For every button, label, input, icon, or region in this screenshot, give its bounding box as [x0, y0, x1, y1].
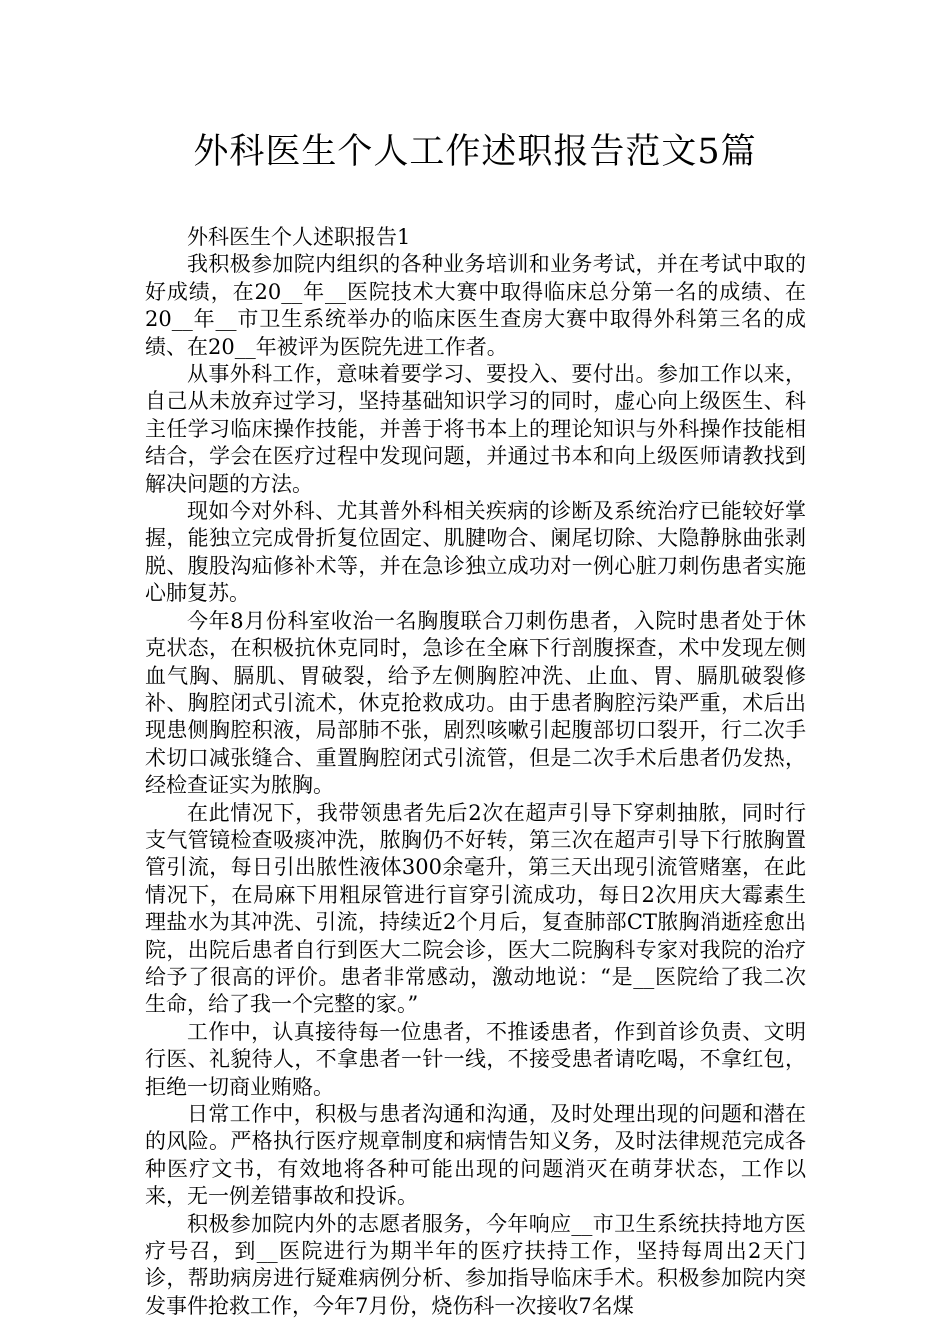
- paragraph-3: 现如今对外科、尤其普外科相关疾病的诊断及系统治疗已能较好掌握，能独立完成骨折复位固定、肌腱吻合、阑尾切除、大隐静脉曲张剥脱、腹股沟疝修补术等，并在急诊独立成功对一例心脏刀刺伤患者实施心肺复苏。: [145, 499, 806, 606]
- paragraph-4: 今年8月份科室收治一名胸腹联合刀刺伤患者，入院时患者处于休克状态，在积极抗休克同时，急诊在全麻下行剖腹探查，术中发现左侧血气胸、膈肌、胃破裂，给予左侧胸腔冲洗、止血、胃、膈肌破裂修补、胸腔闭式引流术，休克抢救成功。由于患者胸腔污染严重，术后出现患侧胸腔积液，局部肺不张，剧烈咳嗽引起腹部切口裂开，行二次手术切口减张缝合、重置胸腔闭式引流管，但是二次手术后患者仍发热，经检查证实为脓胸。: [145, 608, 806, 798]
- paragraph-5: 在此情况下，我带领患者先后2次在超声引导下穿刺抽脓，同时行支气管镜检查吸痰冲洗，脓胸仍不好转，第三次在超声引导下行脓胸置管引流，每日引出脓性液体300余毫升，第三天出现引流管赌塞，在此情况下，在局麻下用粗尿管进行盲穿引流成功，每日2次用庆大霉素生理盐水为其冲洗、引流，持续近2个月后，复查肺部CT脓胸消逝痊愈出院，出院后患者自行到医大二院会诊，医大二院胸科专家对我院的治疗给予了很高的评价。患者非常感动，激动地说：“是__医院给了我二次生命，给了我一个完整的家。”: [145, 800, 806, 1017]
- document-body: [145, 224, 806, 1320]
- paragraph-6: 工作中，认真接待每一位患者，不推诿患者，作到首诊负责、文明行医、礼貌待人，不拿患者一针一线，不接受患者请吃喝，不拿红包，拒绝一切商业贿赂。: [145, 1019, 806, 1099]
- paragraph-2: 从事外科工作，意味着要学习、要投入、要付出。参加工作以来，自己从未放弃过学习，坚持基础知识学习的同时，虚心向上级医生、科主任学习临床操作技能，并善于将书本上的理论知识与外科操作技能相结合，学会在医疗过程中发现问题，并通过书本和向上级医师请教找到解决问题的方法。: [145, 362, 806, 496]
- document-title: 外科医生个人工作述职报告范文5篇: [193, 132, 757, 172]
- paragraph-7: 日常工作中，积极与患者沟通和沟通，及时处理出现的问题和潜在的风险。严格执行医疗规章制度和病情告知义务，及时法律规范完成各种医疗文书，有效地将各种可能出现的问题消灭在萌芽状态，工作以来，无一例差错事故和投诉。: [145, 1102, 806, 1209]
- section-heading: 外科医生个人述职报告1: [187, 225, 411, 249]
- paragraph-1: 我积极参加院内组织的各种业务培训和业务考试，并在考试中取的好成绩，在20__年__医院技术大赛中取得临床总分第一名的成绩、在20__年__市卫生系统举办的临床医生查房大赛中取得外科第三名的成绩、在20__年被评为医院先进工作者。: [145, 252, 806, 359]
- paragraph-8: 积极参加院内外的志愿者服务，今年响应__市卫生系统扶持地方医疗号召，到__医院进行为期半年的医疗扶持工作，坚持每周出2天门诊，帮助病房进行疑难病例分析、参加指导临床手术。积极参加院内突发事件抢救工作，今年7月份，烧伤科一次接收7名煤: [145, 1211, 806, 1318]
